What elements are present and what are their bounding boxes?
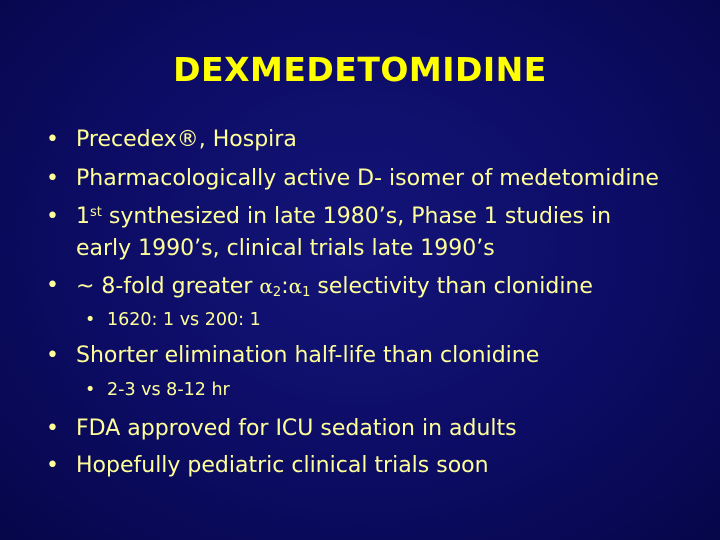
ratio-colon: : <box>281 274 289 299</box>
bullet-icon: • <box>85 380 96 400</box>
selectivity-suffix: selectivity than clonidine <box>310 274 593 299</box>
list-item-text-line2: early 1990’s, clinical trials late 1990’s <box>76 236 495 261</box>
bullet-icon: • <box>85 310 96 330</box>
ordinal-suffix: st <box>90 205 102 220</box>
list-item-text-line1: synthesized in late 1980’s, Phase 1 studies in <box>101 204 612 229</box>
sub-list-item-text: 1620: 1 vs 200: 1 <box>107 310 261 330</box>
alpha-subscript-1: 1 <box>302 285 311 300</box>
bullet-icon: • <box>46 453 59 478</box>
sub-list-item-text: 2-3 vs 8-12 hr <box>107 380 230 400</box>
selectivity-prefix: ~ 8-fold greater <box>76 274 260 299</box>
alpha-subscript-2: 2 <box>272 285 282 300</box>
bullet-icon: • <box>46 273 59 298</box>
list-item-text <box>76 270 593 303</box>
ordinal-number: 1 <box>76 204 90 229</box>
bullet-icon: • <box>46 166 59 191</box>
list-item-text: FDA approved for ICU sedation in adults <box>76 416 517 441</box>
list-item-text <box>76 201 611 265</box>
list-item-text: Hopefully pediatric clinical trials soon <box>76 453 489 478</box>
list-item-text: Pharmacologically active D- isomer of medetomidine <box>76 166 659 191</box>
list-item-text: Precedex®, Hospira <box>76 127 297 152</box>
bullet-icon: • <box>46 204 59 229</box>
alpha-symbol: α <box>288 274 303 298</box>
alpha-symbol: α <box>259 274 273 298</box>
bullet-icon: • <box>46 127 59 152</box>
list-item-text: Shorter elimination half-life than clonidine <box>76 343 540 368</box>
bullet-icon: • <box>46 343 59 368</box>
slide-title: DEXMEDETOMIDINE <box>173 50 547 89</box>
bullet-icon: • <box>46 416 59 441</box>
